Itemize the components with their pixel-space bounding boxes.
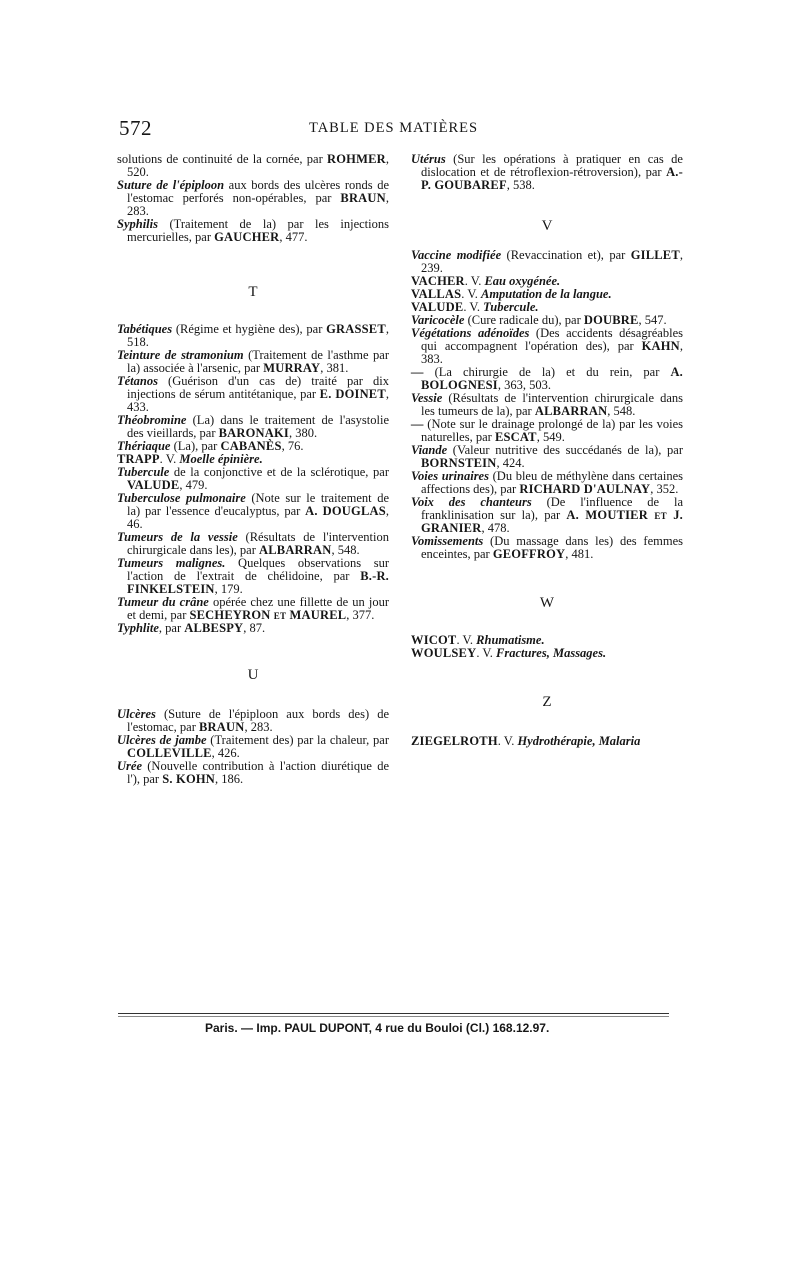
entry-tail: , 46. — [127, 504, 389, 531]
entry-tail: , 478. — [481, 521, 510, 535]
right-column — [411, 153, 683, 748]
entry-text: aux bords des ulcères ronds de l'estomac perforés non-opérables, par — [127, 178, 389, 205]
entry-term: Ulcères de jambe — [117, 733, 207, 747]
entry-term: Vomissements — [411, 534, 484, 548]
entry-reference: Moelle épinière. — [179, 452, 263, 466]
entry-author: COLLEVILLE — [127, 746, 212, 760]
entry-term: Syphilis — [117, 217, 158, 231]
entry-reference: Tubercule. — [483, 300, 539, 314]
entries-u — [117, 708, 389, 786]
entry-tail: , 479. — [179, 478, 208, 492]
entry-author: BARONAKI — [218, 426, 289, 440]
entry-tail: , 477. — [279, 230, 308, 244]
running-title: TABLE DES MATIÈRES — [309, 120, 479, 136]
entry-author: A. MOUTIER et J. GRANIER — [421, 508, 683, 535]
entry-term: Viande — [411, 443, 448, 457]
index-entry — [117, 179, 389, 218]
entry-tail: , 547. — [638, 313, 667, 327]
entry-author: SECHEYRON et MAUREL — [189, 608, 347, 622]
entry-reference: Eau oxygénée. — [484, 274, 561, 288]
index-entry — [117, 466, 389, 492]
entry-tail: , 352. — [650, 482, 679, 496]
entry-tail: , 76. — [281, 439, 304, 453]
entry-term: Utérus — [411, 152, 446, 166]
entry-tail: , 520. — [127, 152, 389, 179]
entry-author: GILLET — [630, 248, 680, 262]
entry-reference: Hydrothérapie, Malaria — [517, 734, 641, 748]
entry-text: (Résultats de l'intervention chirurgicale dans les tumeurs de la), par — [421, 391, 683, 418]
section-letter-v: V — [541, 218, 553, 234]
entry-tail: , 548. — [607, 404, 636, 418]
entry-tail: , 239. — [421, 248, 683, 275]
entry-term: Tubercule — [117, 465, 170, 479]
entry-text: de la conjonctive et de la sclérotique, par — [169, 465, 389, 479]
entry-text: (Traitement des) par la chaleur, par — [206, 733, 390, 747]
entries-v — [411, 249, 683, 561]
entries-w — [411, 634, 683, 660]
index-entry — [411, 366, 683, 392]
entry-author: A. BOLOGNESI — [421, 365, 683, 392]
entry-term: Tuberculose pulmonaire — [117, 491, 246, 505]
entry-term: Ulcères — [117, 707, 156, 721]
entry-author: WICOT — [411, 633, 457, 647]
entry-author: ROHMER — [327, 152, 386, 166]
entry-author: ALBESPY — [184, 621, 244, 635]
index-entry — [117, 153, 389, 179]
entry-tail: , 283. — [127, 191, 389, 218]
entry-text: (Sur les opérations à pratiquer en cas de dislocation et de rétroflexion-rétroversion), par — [421, 152, 683, 179]
index-entry — [411, 249, 683, 275]
index-entry — [117, 375, 389, 414]
entry-tail: , 381. — [320, 361, 349, 375]
printer-imprint: Paris. — Imp. PAUL DUPONT, 4 rue du Bouloi (Cl.) 168.12.97. — [205, 1021, 550, 1035]
entry-text: (Suture de l'épiploon aux bords des) de l'estomac, par — [127, 707, 389, 734]
entry-text: opérée chez une fillette de un jour et demi, par — [127, 595, 389, 622]
entry-text: (Note sur le drainage prolongé de la) par les voies naturelles, par — [421, 417, 683, 444]
entry-author: CABANÈS — [220, 439, 282, 453]
entry-reference: Fractures, Massages. — [496, 646, 607, 660]
index-entry — [117, 760, 389, 786]
entry-term: — — [411, 365, 424, 379]
entry-tail: , 363, 503. — [497, 378, 551, 392]
entry-term: Varicocèle — [411, 313, 465, 327]
entry-term: Voix des chanteurs — [411, 495, 532, 509]
entry-text: (De l'influence de la franklinisation sur la), par — [421, 495, 683, 522]
index-entry — [117, 218, 389, 244]
entry-author: BORNSTEIN — [421, 456, 497, 470]
entry-term: — — [411, 417, 424, 431]
entry-term: Vaccine modifiée — [411, 248, 502, 262]
left-continuation — [117, 153, 389, 244]
index-entry — [411, 444, 683, 470]
entry-author: S. KOHN — [162, 772, 216, 786]
entry-text: Quelques observations sur l'action de l'extrait de chélidoine, par — [127, 556, 390, 583]
entry-text: solutions de continuité de la cornée, par — [117, 152, 328, 166]
entry-author: TRAPP — [117, 452, 160, 466]
index-entry — [117, 557, 389, 596]
entry-term: Teinture de stramonium — [117, 348, 244, 362]
entry-text: (La) dans le traitement de l'asystolie des vieillards, par — [127, 413, 389, 440]
entry-tail: , 426. — [211, 746, 240, 760]
entry-text: (Du bleu de méthylène dans certaines affections des), par — [421, 469, 683, 496]
entry-tail: , 549. — [536, 430, 565, 444]
entry-author: A. DOUGLAS — [305, 504, 386, 518]
entry-text: (Résultats de l'intervention chirurgicale dans les), par — [127, 530, 389, 557]
entry-tail: , 377. — [346, 608, 375, 622]
right-continuation — [411, 153, 683, 192]
entry-term: Urée — [117, 759, 142, 773]
section-letter-u: U — [247, 667, 259, 683]
entry-reference: Rhumatisme. — [476, 633, 545, 647]
page-number: 572 — [119, 116, 152, 140]
entry-author: VALUDE — [411, 300, 464, 314]
index-entry — [117, 323, 389, 349]
entry-tail: , 283. — [244, 720, 273, 734]
section-letter-w: W — [539, 595, 555, 611]
entry-reference: Amputation de la langue. — [481, 287, 612, 301]
entry-term: Thériaque — [117, 439, 171, 453]
entry-tail: , 179. — [214, 582, 243, 596]
entry-tail: , 424. — [496, 456, 525, 470]
entry-author: GEOFFROY — [492, 547, 566, 561]
index-entry — [411, 496, 683, 535]
index-entry — [411, 392, 683, 418]
entry-term: Typhlite — [117, 621, 159, 635]
page-header — [119, 116, 671, 140]
entry-author: BRAUN — [199, 720, 245, 734]
entry-author: MURRAY — [263, 361, 321, 375]
entry-author: DOUBRE — [583, 313, 639, 327]
entry-text: (La chirurgie de la) et du rein, par — [423, 365, 671, 379]
entry-tail: , 481. — [565, 547, 594, 561]
index-entry — [411, 470, 683, 496]
entry-tail: . V. — [159, 452, 180, 466]
entry-author: VACHER — [411, 274, 465, 288]
entry-text: (Traitement de la) par les injections mercurielles, par — [127, 217, 389, 244]
entry-text: (Du massage dans les) des femmes enceintes, par — [421, 534, 683, 561]
entry-author: RICHARD D'AULNAY — [519, 482, 651, 496]
entry-text: (Nouvelle contribution à l'action diurétique de l'), par — [127, 759, 389, 786]
entry-text: (Note sur le traitement de la) par l'essence d'eucalyptus, par — [127, 491, 389, 518]
entry-term: Végétations adénoïdes — [411, 326, 530, 340]
entry-tail: , 87. — [243, 621, 266, 635]
entry-author: A.-P. GOUBAREF — [421, 165, 683, 192]
index-entry — [117, 734, 389, 760]
entry-author: VALLAS — [411, 287, 462, 301]
index-entry — [117, 492, 389, 531]
entry-author: GRASSET — [326, 322, 386, 336]
entry-tail: . V. — [456, 633, 477, 647]
entry-tail: , 548. — [331, 543, 360, 557]
entries-z — [411, 735, 683, 748]
index-entry — [117, 596, 389, 622]
entry-author: WOULSEY — [411, 646, 477, 660]
entry-term: Tumeur du crâne — [117, 595, 209, 609]
index-entry — [117, 622, 389, 635]
entry-tail: , 380. — [289, 426, 318, 440]
entry-author: E. DOINET — [319, 387, 386, 401]
entry-text: (La), par — [170, 439, 221, 453]
entry-tail: , 186. — [215, 772, 244, 786]
entry-author: KAHN — [641, 339, 680, 353]
section-letter-z: Z — [542, 694, 552, 710]
entry-author: ALBARRAN — [534, 404, 608, 418]
index-entry — [117, 414, 389, 440]
entry-author: ZIEGELROTH — [411, 734, 498, 748]
entry-tail: . V. — [464, 274, 485, 288]
entry-tail: , 518. — [127, 322, 389, 349]
entry-text: (Guérison d'un cas de) traité par dix injections de sérum antitétanique, par — [127, 374, 389, 401]
entry-text: (Valeur nutritive des succédanés de la), par — [447, 443, 683, 457]
index-entry — [411, 153, 683, 192]
entry-text: (Traitement de l'asthme par la) associée à l'arsenic, par — [127, 348, 390, 375]
entry-text: (Revaccination et), par — [501, 248, 631, 262]
index-entry — [411, 418, 683, 444]
entry-author: BRAUN — [340, 191, 386, 205]
entry-term: Tabétiques — [117, 322, 173, 336]
index-entry — [411, 327, 683, 366]
entry-author: GAUCHER — [214, 230, 280, 244]
index-entry — [117, 708, 389, 734]
index-entry — [411, 735, 683, 748]
entry-author: VALUDE — [127, 478, 180, 492]
entry-author: ESCAT — [494, 430, 537, 444]
entry-term: Tumeurs malignes. — [117, 556, 226, 570]
entry-tail: . V. — [461, 287, 481, 301]
entry-author: ALBARRAN — [259, 543, 332, 557]
footer-rule — [118, 1013, 669, 1017]
entry-tail: , 433. — [127, 387, 389, 414]
index-entry — [411, 535, 683, 561]
entry-tail: , 383. — [421, 339, 683, 366]
index-entry — [117, 349, 389, 375]
entry-tail: . V. — [476, 646, 497, 660]
entry-term: Vessie — [411, 391, 443, 405]
entry-term: Suture de l'épiploon — [117, 178, 225, 192]
entry-tail: , 538. — [506, 178, 535, 192]
entry-term: Tumeurs de la vessie — [117, 530, 238, 544]
left-column — [117, 153, 389, 786]
entries-t — [117, 323, 389, 635]
entry-text: (Régime et hygiène des), par — [172, 322, 327, 336]
entry-text: (Cure radicale du), par — [464, 313, 584, 327]
entry-text: (Des accidents désagréables qui accompagnent l'opération des), par — [421, 326, 683, 353]
entry-term: Voies urinaires — [411, 469, 489, 483]
entry-tail: . V. — [497, 734, 518, 748]
index-entry — [411, 647, 683, 660]
index-entry — [117, 531, 389, 557]
entry-tail: . V. — [463, 300, 484, 314]
section-letter-t: T — [248, 284, 258, 300]
entry-text: , par — [158, 621, 185, 635]
entry-author: B.-R. FINKELSTEIN — [127, 569, 389, 596]
entry-term: Théobromine — [117, 413, 187, 427]
entry-term: Tétanos — [117, 374, 158, 388]
